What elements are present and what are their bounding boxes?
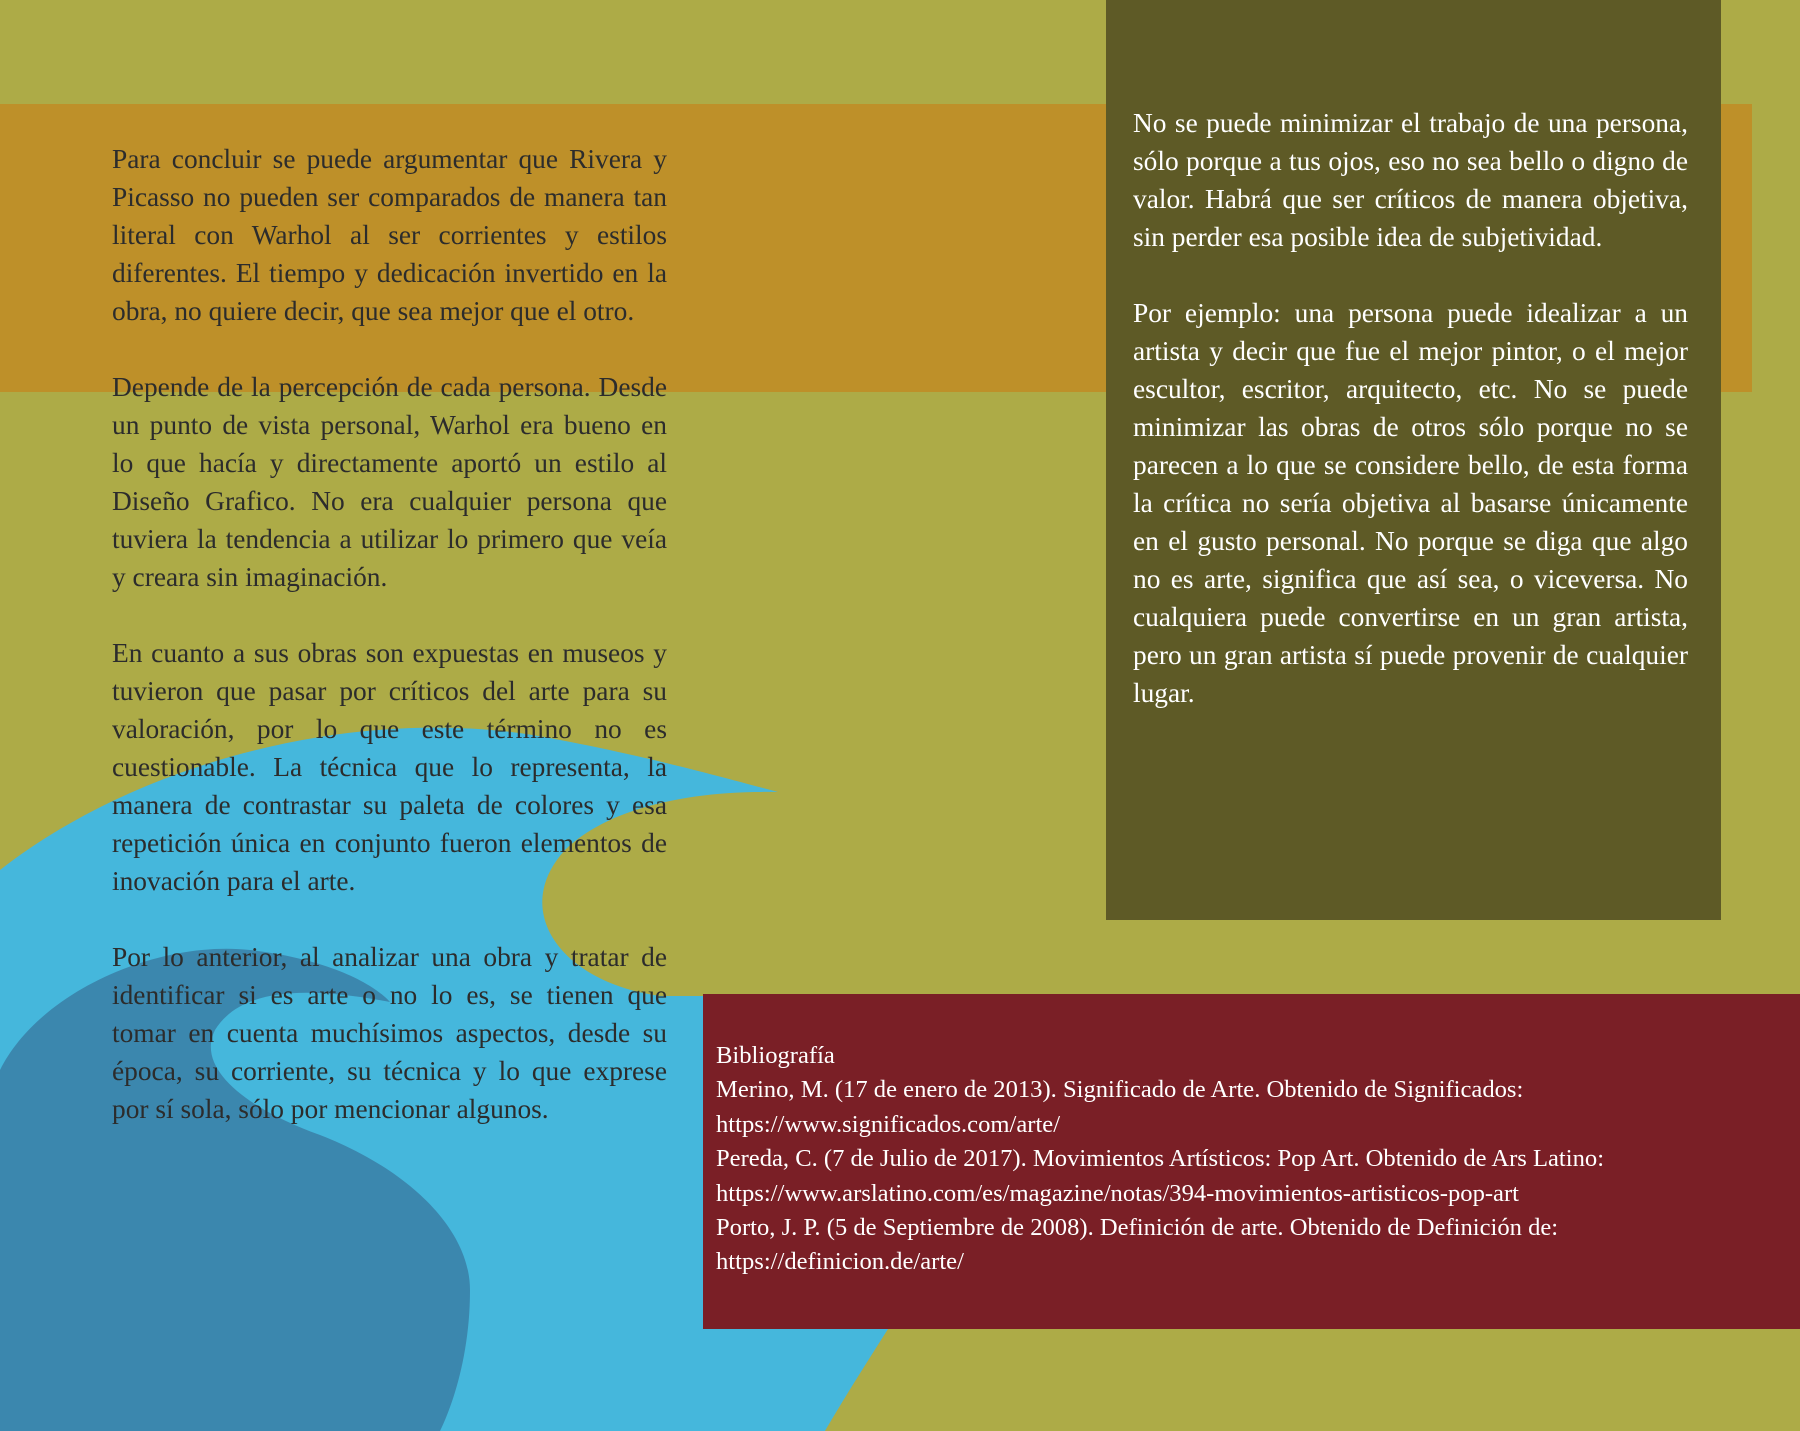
bibliography-link-2[interactable]: https://www.arslatino.com/es/magazine/notas/394-movimientos-artisticos-pop-art bbox=[716, 1179, 1519, 1207]
bibliography-link-1[interactable]: https://www.significados.com/arte/ bbox=[716, 1110, 1061, 1138]
bibliography bbox=[716, 1039, 1796, 1280]
bibliography-heading: Bibliografía bbox=[716, 1042, 835, 1069]
left-paragraph-3: En cuanto a sus obras son expuestas en museos y tuvieron que pasar por críticos del arte para su valoración, por lo que este término no es cuestionable. La técnica que lo representa, la manera de contrastar su paleta de colores y esa repetición única en conjunto fueron elementos de inovación para el arte. bbox=[112, 638, 667, 896]
right-paragraph-1: No se puede minimizar el trabajo de una persona, sólo porque a tus ojos, eso no sea bello o digno de valor. Habrá que ser críticos de manera objetiva, sin perder esa posible idea de subjetividad. bbox=[1133, 108, 1688, 252]
right-paragraph-2: Por ejemplo: una persona puede idealizar a un artista y decir que fue el mejor pintor, o el mejor escultor, escritor, arquitecto, etc. No se puede minimizar las obras de otros sólo porque no se parecen a lo que se considere bello, de esta forma la crítica no sería objetiva al basarse únicamente en el gusto personal. No porque se diga que algo no es arte, significa que así sea, o viceversa. No cualquiera puede convertirse en un gran artista, pero un gran artista sí puede provenir de cualquier lugar. bbox=[1133, 298, 1688, 708]
bibliography-link-3[interactable]: https://definicion.de/arte/ bbox=[716, 1248, 964, 1276]
left-text-column bbox=[112, 140, 667, 1128]
left-paragraph-1: Para concluir se puede argumentar que Rivera y Picasso no pueden ser comparados de manera tan literal con Warhol al ser corrientes y estilos diferentes. El tiempo y dedicación invertido en la obra, no quiere decir, que sea mejor que el otro. bbox=[112, 144, 667, 326]
right-text-column bbox=[1133, 104, 1688, 712]
bibliography-entry-2: Pereda, C. (7 de Julio de 2017). Movimientos Artísticos: Pop Art. Obtenido de Ars Latino: bbox=[716, 1145, 1605, 1173]
left-paragraph-4: Por lo anterior, al analizar una obra y tratar de identificar si es arte o no lo es, se tienen que tomar en cuenta muchísimos aspectos, desde su época, su corriente, su técnica y lo que exprese por sí sola, sólo por mencionar algunos. bbox=[112, 942, 667, 1124]
bibliography-entry-3: Porto, J. P. (5 de Septiembre de 2008). Definición de arte. Obtenido de Definición de: bbox=[716, 1214, 1559, 1242]
bibliography-entry-1: Merino, M. (17 de enero de 2013). Significado de Arte. Obtenido de Significados: bbox=[716, 1076, 1524, 1104]
left-paragraph-2: Depende de la percepción de cada persona. Desde un punto de vista personal, Warhol era bueno en lo que hacía y directamente aportó un estilo al Diseño Grafico. No era cualquier persona que tuviera la tendencia a utilizar lo primero que veía y creara sin imaginación. bbox=[112, 372, 667, 592]
